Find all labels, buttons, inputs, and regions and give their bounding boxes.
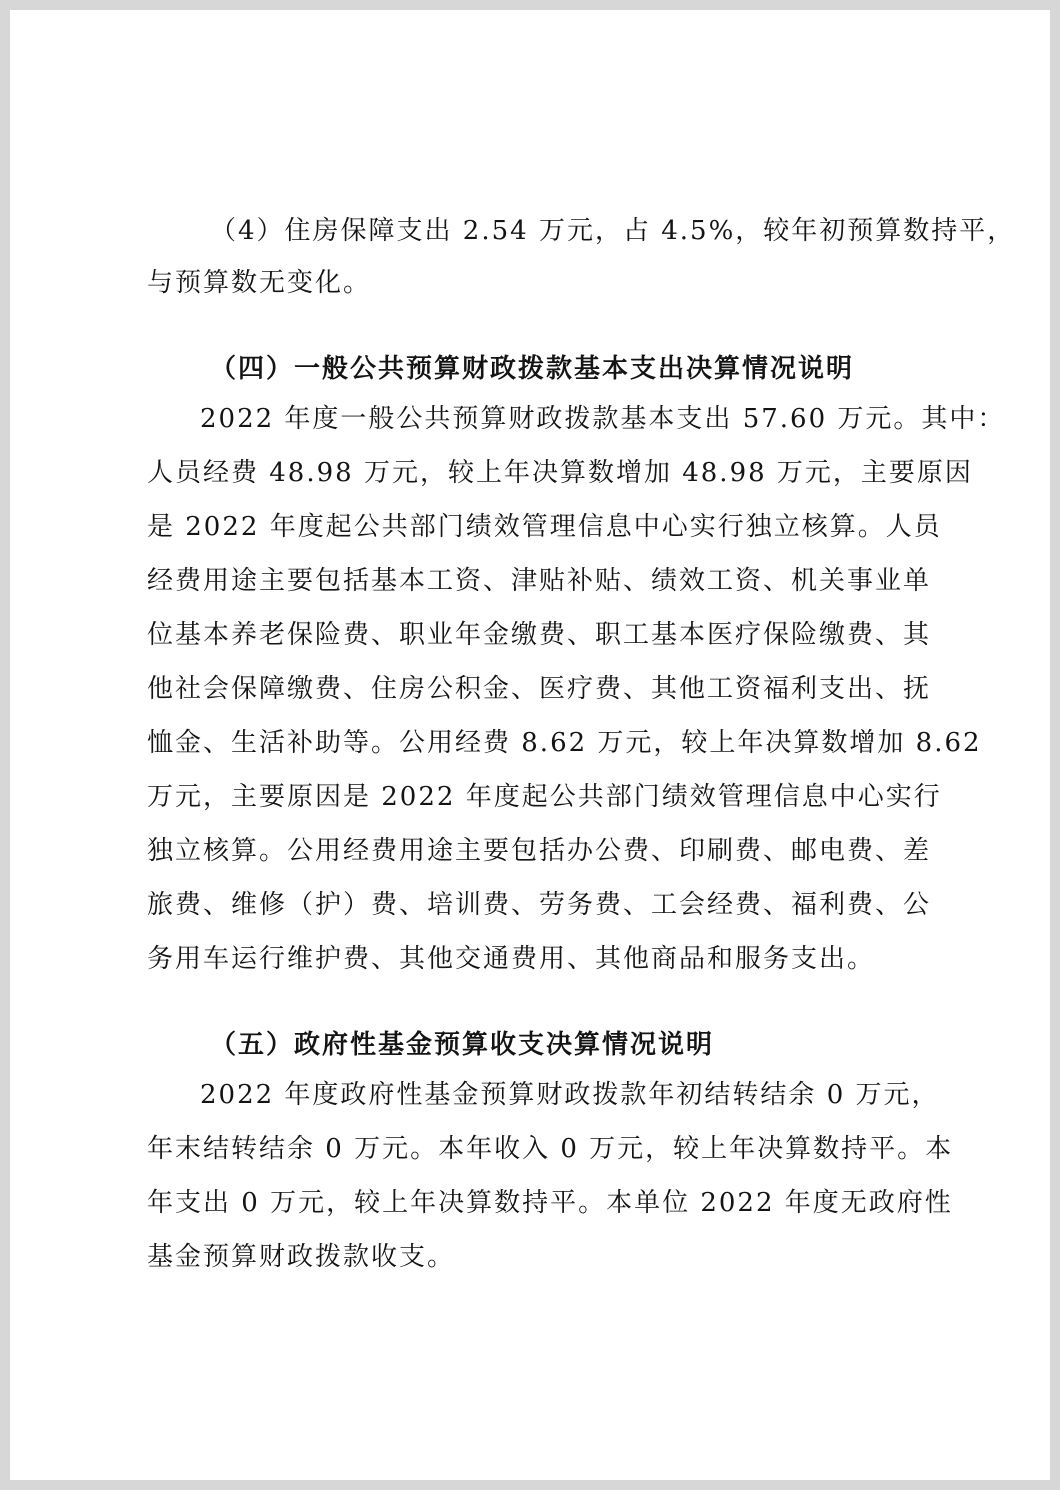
paragraph-line: 他社会保障缴费、住房公积金、医疗费、其他工资福利支出、抚	[147, 674, 932, 704]
paragraph-line: 2022 年度一般公共预算财政拨款基本支出 57.60 万元。其中：	[200, 404, 1006, 434]
paragraph-line: （4）住房保障支出 2.54 万元，占 4.5%，较年初预算数持平，	[210, 216, 1016, 246]
paragraph-line: 经费用途主要包括基本工资、津贴补贴、绩效工资、机关事业单	[147, 566, 932, 596]
paragraph-line: 是 2022 年度起公共部门绩效管理信息中心实行独立核算。人员	[147, 512, 942, 542]
paragraph-line: 年支出 0 万元，较上年决算数持平。本单位 2022 年度无政府性	[147, 1188, 953, 1218]
paragraph-line: 位基本养老保险费、职业年金缴费、职工基本医疗保险缴费、其	[147, 620, 932, 650]
paragraph-line: 独立核算。公用经费用途主要包括办公费、印刷费、邮电费、差	[147, 836, 932, 866]
paragraph-line: 2022 年度政府性基金预算财政拨款年初结转结余 0 万元，	[200, 1080, 940, 1110]
paragraph-line: 与预算数无变化。	[147, 268, 372, 298]
paragraph-line: 万元，主要原因是 2022 年度起公共部门绩效管理信息中心实行	[147, 782, 942, 812]
paragraph-line: 年末结转结余 0 万元。本年收入 0 万元，较上年决算数持平。本	[147, 1134, 954, 1164]
paragraph-line: 人员经费 48.98 万元，较上年决算数增加 48.98 万元，主要原因	[147, 458, 973, 488]
paragraph-line: 基金预算财政拨款收支。	[147, 1242, 456, 1272]
section-heading-government-fund: （五）政府性基金预算收支决算情况说明	[210, 1030, 715, 1060]
paragraph-line: 旅费、维修（护）费、培训费、劳务费、工会经费、福利费、公	[147, 890, 932, 920]
paragraph-line: 务用车运行维护费、其他交通费用、其他商品和服务支出。	[147, 944, 876, 974]
document-page	[10, 10, 1050, 1480]
section-heading-basic-expenditure: （四）一般公共预算财政拨款基本支出决算情况说明	[210, 354, 855, 384]
paragraph-line: 恤金、生活补助等。公用经费 8.62 万元，较上年决算数增加 8.62	[147, 728, 982, 758]
